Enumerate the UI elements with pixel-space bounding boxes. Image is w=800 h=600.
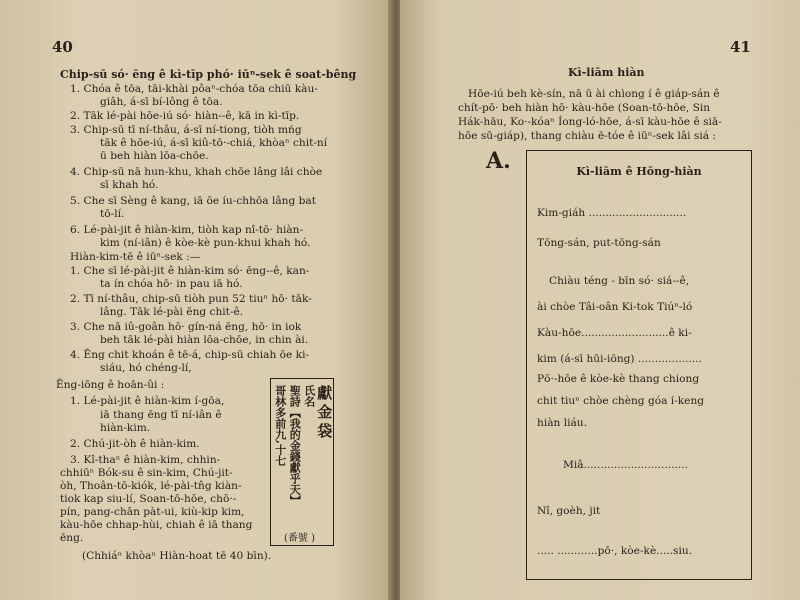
text-line: 4. Chip-sū nā hun-khu, khah chōe lâng lâi chòe [70,166,323,178]
text-line: Ēng-iōng ê hoān-ûi : [56,379,165,391]
intro-line: chít-pō· beh hiàn hō· kàu-hōe (Soan-tō-hōe, Sin [458,102,711,114]
stamp-title: 獻金袋 [315,385,334,442]
form-text-line: Chiàu téng - bīn só· siá--ê, [549,275,690,287]
text-line: 4. Ēng chit khoán ê tē-á, chip-sū chiah ōe ki- [70,349,310,361]
text-line: 3. Chip-sū tī ní-thâu, á-sī ní-tiong, tiòh mńg [70,124,302,136]
form-text-line: ài chòe Tâi-oân Ki-tok Tiúⁿ-ló [537,301,693,313]
text-line: Hiàn-kim-tē ê iūⁿ-sek :— [70,251,201,263]
text-line: tāk ê hōe-iú, á-sī kiû-tō·-chiá, khòaⁿ chit-ní [100,137,328,149]
left-page [0,0,392,600]
heading-left: Chip-sū só· ēng ê kì-tīp phó· iūⁿ-sek ê soat-bêng [60,68,357,81]
heading-right: Kì-liām hiàn [568,66,645,79]
text-line: sī khah hó. [100,179,159,191]
text-line: 1. Chóa ê tōa, tāi-khài pôaⁿ-chóa tōa chiū kàu- [70,83,318,95]
text-line: ū beh hiàn lōa-chōe. [100,150,209,162]
text-line: 2. Tāk lé-pài hōe-iú só· hiàn--ê, kā in kì-tīp. [70,110,300,122]
text-line: 2. Chú-jit-òh ê hiàn-kim. [70,438,200,450]
form-receipt-line: ..... ............pō·, kòe-kè.....siu. [537,545,693,557]
text-line: lâng. Tāk lé-pài ēng chit-ê. [100,306,244,318]
intro-line: Hák-hāu, Ko·-kóaⁿ Íong-ló-hōe, á-sī kàu-hōe ê siā- [458,116,722,128]
text-line: 1. Che sī lé-pài-jit ê hiàn-kim só· ēng--ê, kan- [70,265,310,277]
page-number-left: 40 [52,38,73,56]
form-title: Kì-liām ê Hōng-hiàn [576,165,702,178]
form-property-line: Tōng-sán, put-tōng-sán [537,237,661,249]
stamp-verse: 哥林多前九,十七 [273,385,287,466]
text-line: 3. Kî-thaⁿ ê hiàn-kim, chhin- [70,454,221,466]
text-line: 3. Che nā iû-goân hō· gín-ná ēng, hō· in iok [70,321,302,333]
form-amount-line: Kim-giáh ............................. [537,207,687,219]
text-line: ta ín chóa hō· in pau iā hó. [100,278,243,290]
stamp-hymn: 聖詩【我的金錢獻乎天】 [288,385,302,506]
text-line: siáu, hó chéng-lí, [100,362,192,374]
text-line: iā thang ēng tī ní-iân ê [100,409,222,421]
text-line: beh tāk lé-pài hiàn lōa-chōe, in chin ài. [100,334,309,346]
form-date-line: Nî, goèh, jit [537,505,601,517]
intro-line: hōe sū-giáp), thang chiàu ē-tóe ê iūⁿ-sek lâi siá : [458,130,716,142]
section-letter: A. [486,148,511,174]
text-line: tō-lí. [100,208,125,220]
memorial-offering-form [526,150,752,580]
text-line: 1. Lé-pài-jit ê hiàn-kim í-gōa, [70,395,225,407]
text-line: kim (ní-iân) ê kòe-kè pun-khui khah hó. [100,237,311,249]
form-text-line: Pō·-hōe ê kòe-kè thang chiong [537,373,700,385]
intro-line: Hōe-iú beh kè-sín, nā ū ài chìong í ê giáp-sán ê [468,88,720,100]
form-text-line: Kàu-hōe..........................ê ki- [537,327,692,339]
offering-envelope-stamp [270,378,334,546]
form-text-line: kim (á-sī hūi-iōng) ................... [537,353,702,365]
text-line: (Chhiáⁿ khòaⁿ Hiàn-hoat tē 40 bīn). [82,550,272,562]
text-line: pín, pang-chān pàt-ui, kiù-kip kim, [60,506,245,518]
stamp-name-field: 氏名 [302,385,316,407]
text-line: ēng. [60,532,84,544]
page-number-right: 41 [730,38,751,56]
stamp-number: (番號 ) [284,533,315,544]
text-line: òh, Thoân-tō-kiók, lé-pài-tn̂g kiàn- [60,480,242,492]
text-line: giâh, á-sī bí-lông ê tōa. [100,96,223,108]
form-signature-line: Miâ............................... [563,459,688,471]
text-line: kàu-hōe chhap-hùi, chiah ê iā thang [60,519,253,531]
text-line: 2. Tī ní-thâu, chip-sū tiòh pun 52 tiuⁿ hō· tāk- [70,293,312,305]
text-line: chhiūⁿ Bók-su ê sin-kim, Chú-jit- [60,467,233,479]
text-line: tiok kap siu-lí, Soan-tō-hōe, chō·- [60,493,237,505]
text-line: 6. Lé-pài-jit ê hiàn-kim, tiòh kap nî-tō· hiàn- [70,224,304,236]
text-line: 5. Che sī Sèng ê kang, iā ōe íu-chhōa lâng bat [70,195,316,207]
text-line: hiàn-kim. [100,422,151,434]
form-text-line: chit tiuⁿ chòe chèng góa í-keng [537,395,705,407]
form-text-line: hiàn liáu. [537,417,587,429]
